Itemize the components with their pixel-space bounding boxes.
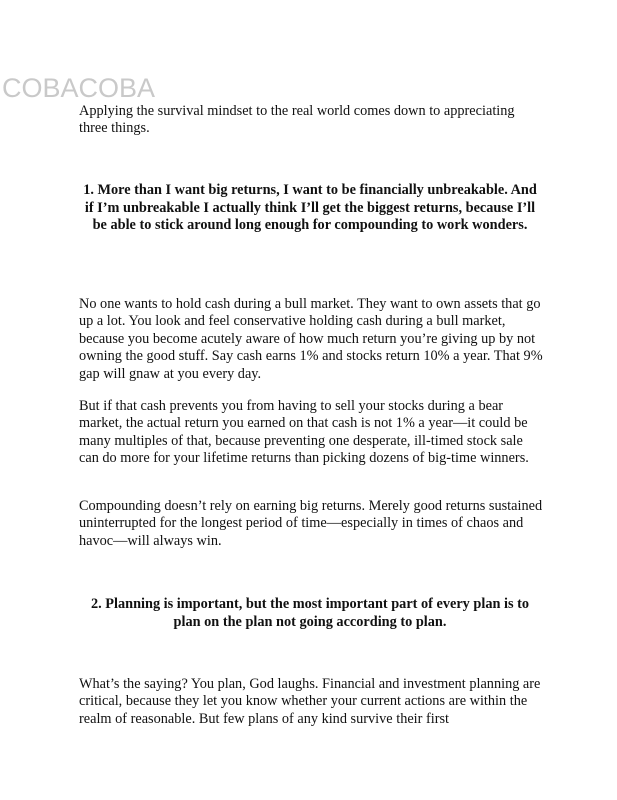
body-paragraph-4: What’s the saying? You plan, God laughs. Financial and investment planning are critical, because they let you know whether your current actions are within the realm of reasonable. But few plans of any kind survive their first bbox=[79, 676, 541, 727]
body-paragraph-3: Compounding doesn’t rely on earning big returns. Merely good returns sustained uninterrupted for the longest period of time—especially in times of chaos and havoc—will always win. bbox=[79, 498, 543, 549]
section-heading-1: 1. More than I want big returns, I want to be financially unbreakable. And if I’m unbreakable I actually think I’ll get the biggest returns, because I’ll be able to stick around long enough for compounding to work wonders. bbox=[83, 182, 537, 234]
body-paragraph-2: But if that cash prevents you from having to sell your stocks during a bear market, the actual return you earned on that cash is not 1% a year—it could be many multiples of that, because preventing one desperate, ill-timed stock sale can do more for your lifetime returns than picking dozens of big-time winners. bbox=[79, 398, 529, 467]
body-paragraph-1: No one wants to hold cash during a bull market. They want to own assets that go up a lot. You look and feel conservative holding cash during a bull market, because you become acutely aware of how much return you’re giving up by not owning the good stuff. Say cash earns 1% and stocks return 10% a year. That 9% gap will gnaw at you every day. bbox=[79, 296, 543, 382]
section-heading-2: 2. Planning is important, but the most important part of every plan is to plan on the plan not going according to plan. bbox=[90, 596, 530, 630]
watermark-logo: COBACOBA bbox=[2, 73, 156, 103]
intro-paragraph: Applying the survival mindset to the real world comes down to appreciating three things. bbox=[79, 103, 515, 137]
